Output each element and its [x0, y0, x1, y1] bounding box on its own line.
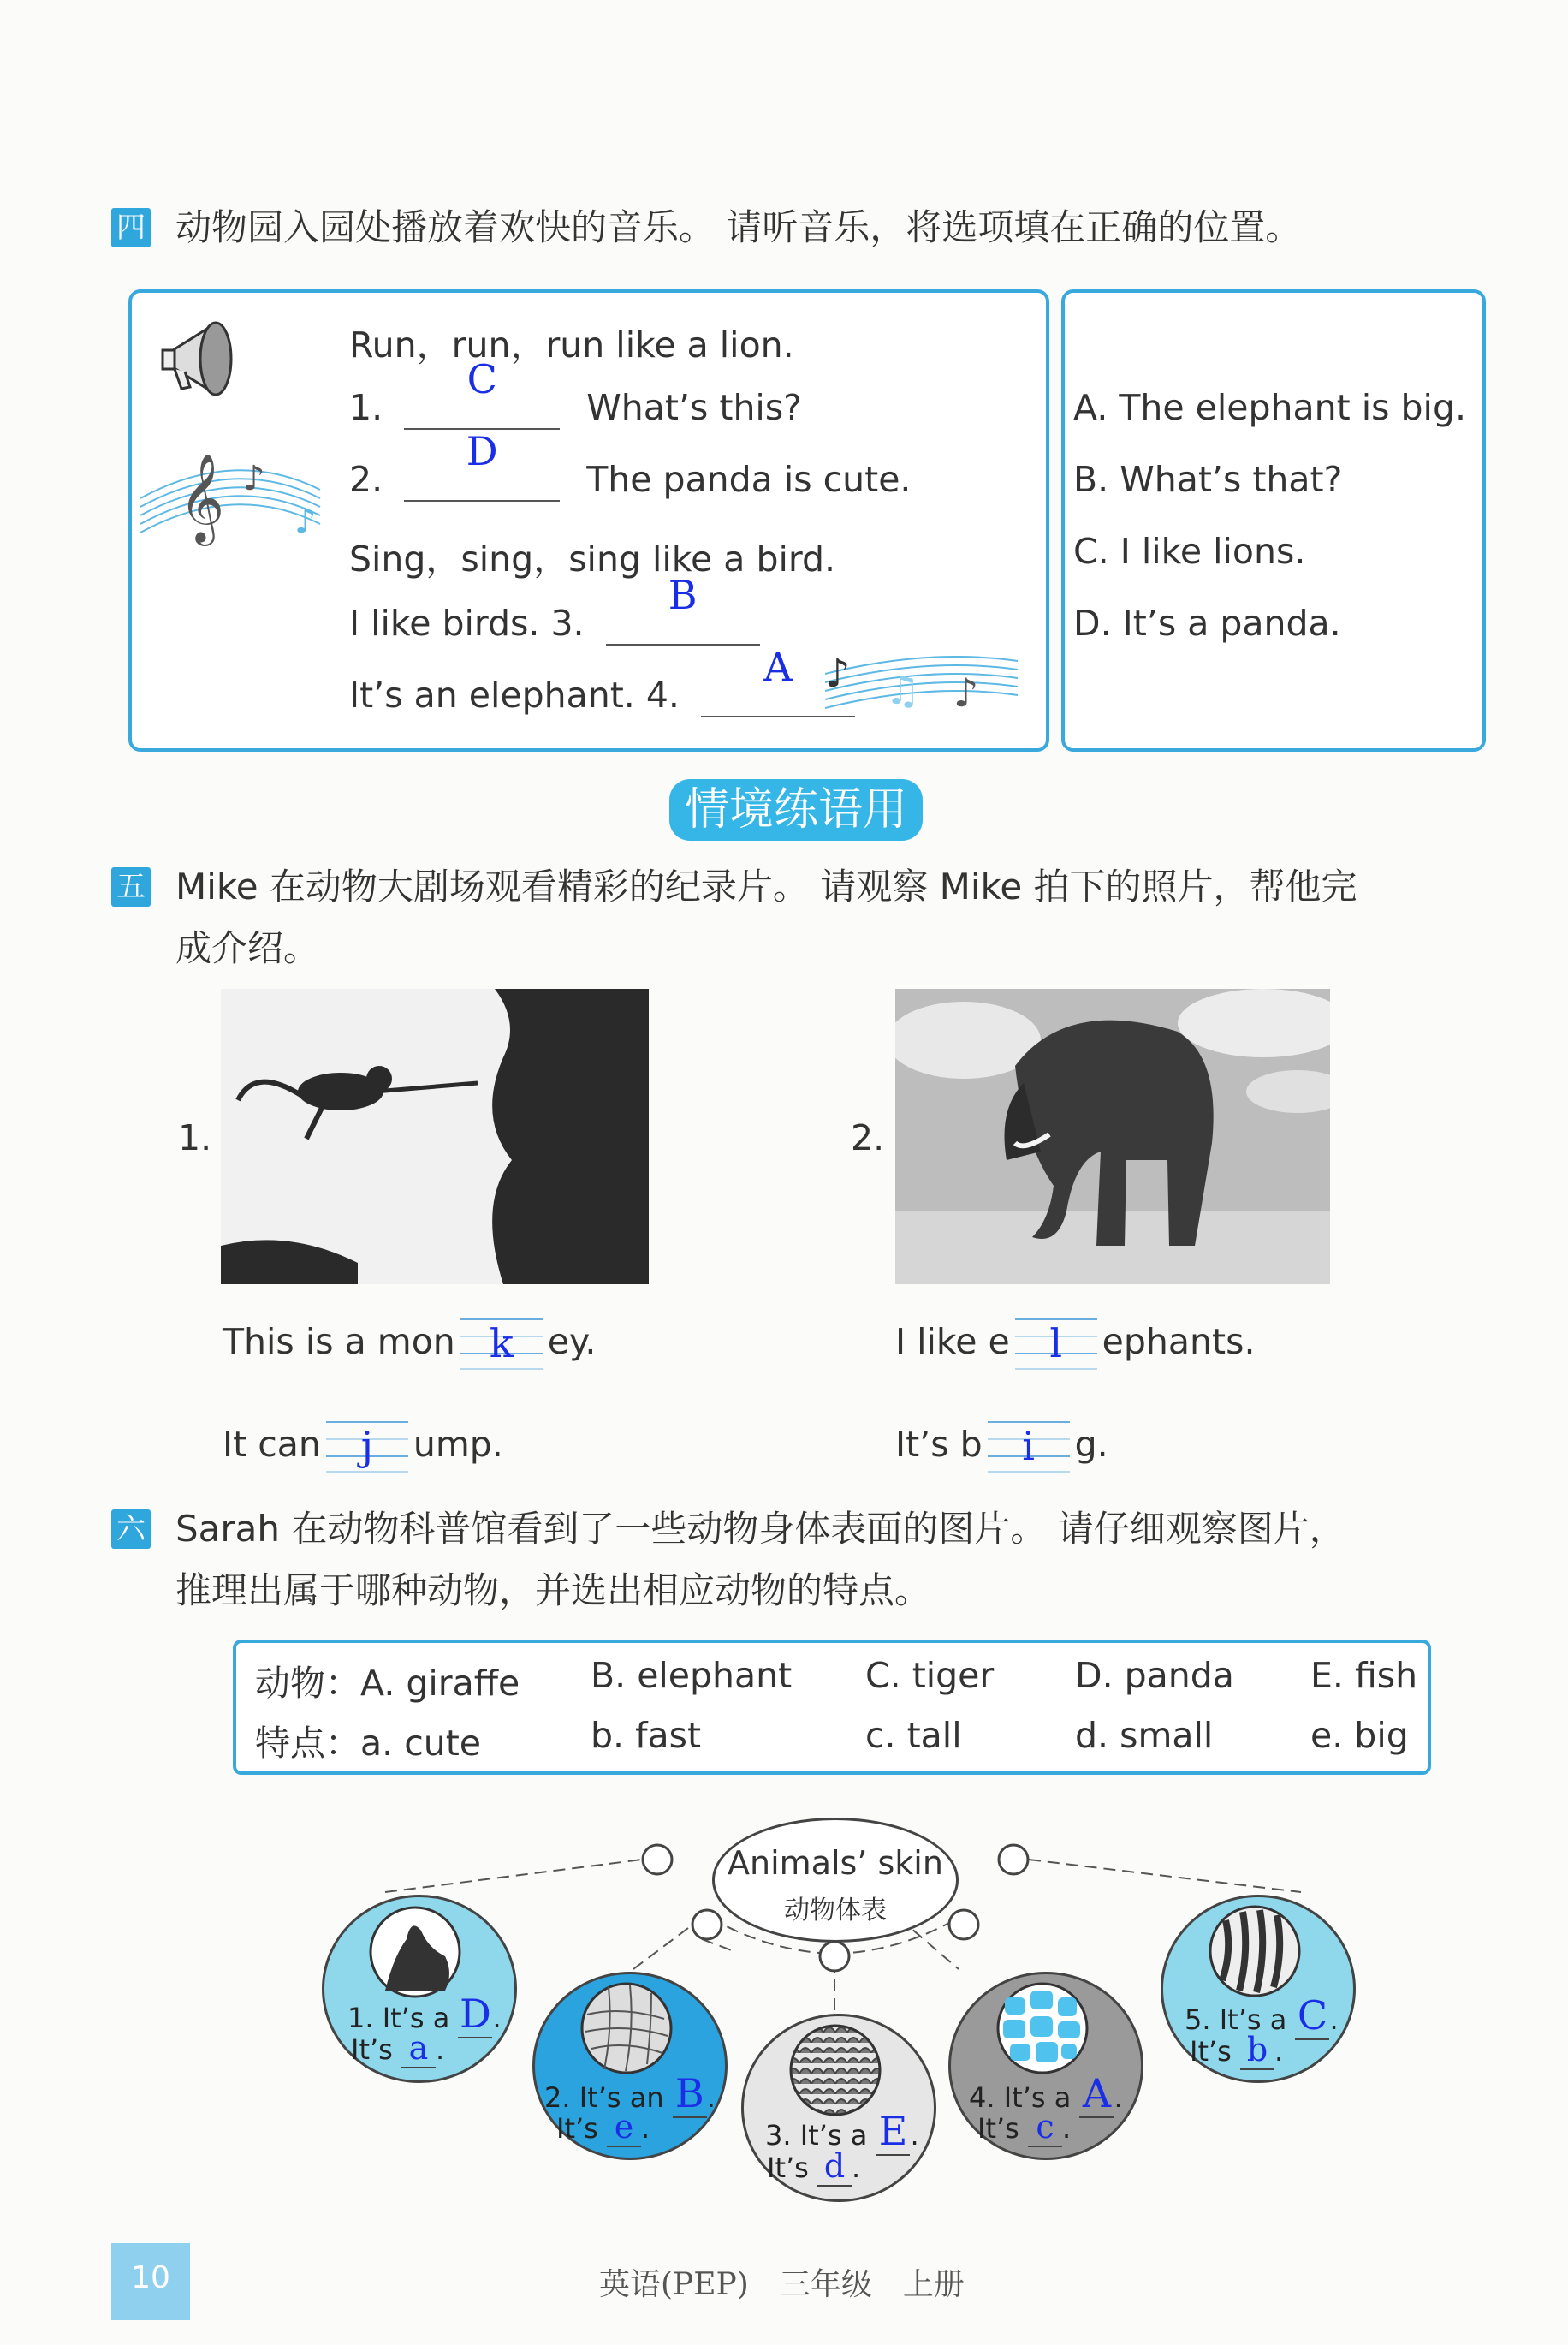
circle-4-answer-animal[interactable]: A [1079, 2070, 1114, 2118]
song-line-2-text: The panda is cute. [586, 459, 912, 500]
song-line-0: Run，run，run like a lion. [349, 324, 794, 366]
song-answer-3: B [668, 572, 698, 618]
item-1-s1-post: ey. [547, 1321, 597, 1362]
circle-2-text-1: 2. It’s an [544, 2081, 664, 2114]
section-6-instruction-line-1: Sarah 在动物科普馆看到了一些动物身体表面的图片。 请仔细观察图片， [175, 1508, 1345, 1550]
circle-3-answer-animal[interactable]: E [876, 2108, 910, 2156]
song-blank-4[interactable] [701, 644, 855, 717]
circle-2-line-2: It’s e . [556, 2108, 650, 2146]
item-2-s2-pre: It’s b [895, 1424, 983, 1465]
song-blank-1[interactable] [404, 356, 560, 430]
trait-e: e. big [1310, 1715, 1409, 1756]
animal-b: B. elephant [591, 1655, 793, 1696]
letter-blank-1[interactable] [460, 1318, 543, 1370]
item-2-s1-pre: I like e [895, 1321, 1010, 1362]
song-line-3: Sing，sing，sing like a bird. [349, 539, 836, 580]
svg-text:♪: ♪ [243, 459, 265, 498]
connector-node-1 [643, 1845, 672, 1874]
circle-5-line-1: 5. It’s a C. [1185, 1992, 1339, 2038]
item-2-s2-post: g. [1074, 1424, 1108, 1465]
song-blank-3[interactable] [606, 572, 760, 646]
svg-text:♪: ♪ [825, 650, 851, 696]
circle-4-line-2: It’s c . [977, 2108, 1072, 2146]
song-line-4-text: I like birds. 3. [349, 603, 585, 644]
song-answer-1: C [466, 356, 497, 402]
elephant-skin-icon [579, 1980, 674, 2076]
letter-answer-2: j [360, 1423, 373, 1469]
animal-e: E. fish [1310, 1655, 1418, 1696]
item-1-s1-pre: This is a mon [223, 1321, 455, 1362]
section-6-number: 六 [111, 1509, 151, 1549]
section-5-instruction-line-2: 成介绍。 [175, 927, 320, 969]
letter-blank-3[interactable] [1015, 1318, 1097, 1370]
section-6-instruction-line-2: 推理出属于哪种动物，并选出相应动物的特点。 [175, 1569, 931, 1611]
letter-answer-3: l [1049, 1320, 1063, 1366]
giraffe-skin-icon [995, 1980, 1090, 2076]
item-1-number: 1. [178, 1117, 212, 1158]
song-answer-2: D [466, 428, 498, 474]
circle-2-answer-trait[interactable]: e [607, 2108, 641, 2147]
item-1-s2-pre: It can [223, 1424, 321, 1465]
circle-2-line-1: 2. It’s an B. [544, 2070, 716, 2116]
item-2-sentence-2 [895, 1421, 1108, 1473]
section-banner: 情境练语用 [669, 779, 923, 841]
circle-5-text-1: 5. It’s a [1185, 2003, 1287, 2036]
svg-text:♫: ♫ [885, 667, 921, 713]
svg-text:♪: ♪ [953, 670, 979, 716]
svg-text:♪: ♪ [294, 502, 317, 541]
song-line-2 [349, 428, 912, 502]
traits-label: 特点：a. cute [255, 1723, 482, 1764]
circle-2-answer-animal[interactable]: B [673, 2070, 707, 2118]
circle-5-answer-animal[interactable]: C [1295, 1992, 1329, 2040]
circle-4-line-1: 4. It’s a A . [969, 2070, 1123, 2116]
panda-skin-icon [368, 1905, 462, 1999]
song-box [128, 289, 1049, 752]
connector-node-2 [999, 1845, 1028, 1874]
item-2-number: 2. [851, 1117, 885, 1158]
option-b: B. What’s that? [1073, 459, 1343, 500]
item-1-sentence-1 [223, 1318, 596, 1370]
circle-2-text-2: It’s [556, 2112, 598, 2145]
item-1-sentence-2 [223, 1421, 503, 1473]
animal-c: C. tiger [865, 1655, 995, 1696]
song-line-4 [349, 572, 760, 646]
circle-1-text-2: It’s [351, 2033, 393, 2066]
letter-blank-2[interactable] [326, 1421, 408, 1473]
book-title: 英语(PEP) 三年级 上册 [599, 2267, 965, 2302]
option-a: A. The elephant is big. [1073, 387, 1467, 428]
animal-d: D. panda [1075, 1655, 1234, 1696]
circle-5-text-2: It’s [1190, 2035, 1232, 2068]
song-line-1 [349, 356, 802, 430]
song-line-5-text: It’s an elephant. 4. [349, 675, 680, 716]
megaphone-icon [156, 312, 250, 406]
music-notes-icon [140, 430, 329, 558]
page-number: 10 [111, 2243, 190, 2320]
circle-4-text-2: It’s [977, 2112, 1019, 2145]
center-subtitle: 动物体表 [784, 1896, 887, 1925]
letter-answer-4: i [1022, 1423, 1035, 1469]
circle-4-answer-trait[interactable]: c [1028, 2108, 1062, 2147]
song-line-1-num: 1. [349, 387, 383, 428]
circle-3-answer-trait[interactable]: d [817, 2147, 852, 2187]
circle-4-text-1: 4. It’s a [969, 2081, 1072, 2114]
circle-1-answer-animal[interactable]: D [460, 1991, 491, 2037]
circle-3-line-2: It’s d . [767, 2147, 861, 2185]
circle-3-line-1: 3. It’s a E . [765, 2108, 919, 2154]
word-bank-box [233, 1640, 1431, 1775]
option-c: C. I like lions. [1073, 531, 1306, 572]
item-2-s1-post: ephants. [1102, 1321, 1256, 1362]
section-5-instruction-line-1: Mike 在动物大剧场观看精彩的纪录片。 请观察 Mike 拍下的照片，帮他完 [175, 866, 1357, 908]
center-title: Animals’ skin [728, 1844, 943, 1882]
circle-3-text-2: It’s [767, 2152, 809, 2184]
animals-label: 动物：A. giraffe [255, 1663, 520, 1704]
connector-node-5 [820, 1942, 849, 1971]
monkey-photo [221, 989, 649, 1284]
trait-c: c. tall [865, 1715, 962, 1756]
song-line-1-text: What’s this? [586, 387, 802, 428]
fish-skin-icon [787, 2022, 883, 2118]
section-5-number: 五 [111, 867, 151, 907]
song-blank-2[interactable] [404, 428, 560, 502]
circle-1-line-1: 1. It’s a D. [347, 1991, 502, 2037]
elephant-photo [895, 989, 1330, 1284]
tiger-skin-icon [1207, 1903, 1303, 1999]
options-box [1061, 289, 1486, 752]
circle-5-line-2: It’s b . [1190, 2031, 1284, 2068]
trait-b: b. fast [591, 1715, 702, 1756]
svg-text:𝄞: 𝄞 [179, 453, 225, 543]
section-4-instruction: 动物园入园处播放着欢快的音乐。 请听音乐，将选项填在正确的位置。 [175, 206, 1302, 248]
letter-answer-1: k [489, 1320, 514, 1366]
circle-3-text-1: 3. It’s a [765, 2119, 868, 2152]
letter-blank-4[interactable] [988, 1421, 1070, 1473]
circle-1-text-1: 1. It’s a [347, 2002, 450, 2034]
item-2-sentence-1 [895, 1318, 1256, 1370]
trait-d: d. small [1075, 1715, 1214, 1756]
song-line-2-num: 2. [349, 459, 383, 500]
circle-5-answer-trait[interactable]: b [1240, 2031, 1274, 2070]
song-line-5 [349, 644, 855, 717]
circle-1-line-2: It’s a . [351, 2029, 445, 2067]
center-label [712, 1818, 959, 1943]
section-4-number: 四 [111, 208, 151, 247]
item-1-s2-post: ump. [413, 1424, 503, 1465]
circle-1-answer-trait[interactable]: a [401, 2029, 436, 2068]
option-d: D. It’s a panda. [1073, 603, 1341, 644]
song-answer-4: A [763, 644, 793, 690]
